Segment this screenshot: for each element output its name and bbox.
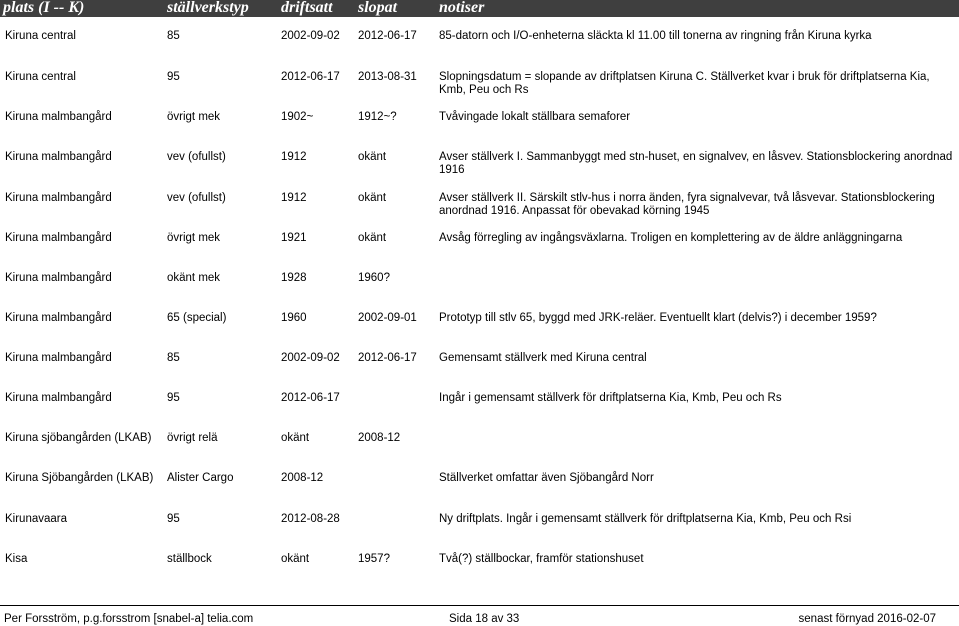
footer-author: Per Forsström, p.g.forsstrom [snabel-a] telia.com bbox=[4, 613, 254, 625]
cell-typ: övrigt relä bbox=[167, 432, 218, 444]
cell-driftsatt: 2008-12 bbox=[281, 472, 324, 484]
cell-driftsatt: 1902~ bbox=[281, 111, 314, 123]
footer-updated: senast förnyad 2016-02-07 bbox=[798, 613, 936, 625]
cell-plats: Kiruna central bbox=[5, 30, 76, 42]
cell-typ: övrigt mek bbox=[167, 232, 221, 244]
table-header bbox=[0, 0, 959, 17]
cell-driftsatt: 1921 bbox=[281, 232, 307, 244]
cell-slopat: okänt bbox=[358, 232, 387, 244]
cell-typ: 95 bbox=[167, 71, 180, 83]
cell-notiser: 85-datorn och I/O-enheterna släckta kl 11.00 till tonerna av ringning från Kiruna kyrka bbox=[439, 30, 872, 42]
cell-notiser: Avser ställverk II. Särskilt stlv-hus i norra änden, fyra signalvevar, två låsvevar. Stationsblockering anordnad 1916. Anpassat för obevakad körning 1945 bbox=[439, 192, 935, 217]
cell-typ: vev (ofullst) bbox=[167, 151, 226, 163]
cell-driftsatt: 1928 bbox=[281, 272, 307, 284]
cell-typ: 95 bbox=[167, 513, 180, 525]
cell-driftsatt: 1960 bbox=[281, 312, 307, 324]
cell-plats: Kisa bbox=[5, 553, 28, 565]
cell-typ: 95 bbox=[167, 392, 180, 404]
cell-driftsatt: 2012-06-17 bbox=[281, 71, 340, 83]
cell-typ: Alister Cargo bbox=[167, 472, 234, 484]
cell-driftsatt: 1912 bbox=[281, 151, 307, 163]
cell-plats: Kiruna malmbangård bbox=[5, 151, 112, 163]
cell-notiser: Slopningsdatum = slopande av driftplatsen Kiruna C. Ställverket kvar i bruk för driftplatserna Kia, Kmb, Peu och Rs bbox=[439, 71, 930, 96]
header-plats: plats (I -- K) bbox=[3, 0, 85, 16]
cell-slopat: 2002-09-01 bbox=[358, 312, 417, 324]
cell-driftsatt: 1912 bbox=[281, 192, 307, 204]
cell-notiser: Ny driftplats. Ingår i gemensamt ställverk för driftplatserna Kia, Kmb, Peu och Rsi bbox=[439, 513, 852, 525]
cell-plats: Kiruna malmbangård bbox=[5, 232, 112, 244]
cell-notiser: Tvåvingade lokalt ställbara semaforer bbox=[439, 111, 631, 123]
cell-notiser: Ingår i gemensamt ställverk för driftplatserna Kia, Kmb, Peu och Rs bbox=[439, 392, 782, 404]
cell-slopat: 2008-12 bbox=[358, 432, 401, 444]
cell-plats: Kiruna sjöbangården (LKAB) bbox=[5, 432, 152, 444]
cell-driftsatt: okänt bbox=[281, 432, 310, 444]
cell-notiser: Prototyp till stlv 65, byggd med JRK-reläer. Eventuellt klart (delvis?) i december 1959? bbox=[439, 312, 877, 324]
cell-notiser: Avser ställverk I. Sammanbyggt med stn-huset, en signalvev, en låsvev. Stationsblockering anordnad 1916 bbox=[439, 151, 953, 176]
cell-slopat: okänt bbox=[358, 151, 387, 163]
cell-plats: Kiruna malmbangård bbox=[5, 192, 112, 204]
cell-plats: Kiruna malmbangård bbox=[5, 111, 112, 123]
cell-typ: 85 bbox=[167, 352, 180, 364]
cell-slopat: 1960? bbox=[358, 272, 390, 284]
cell-driftsatt: 2012-06-17 bbox=[281, 392, 340, 404]
cell-slopat: 1957? bbox=[358, 553, 390, 565]
cell-plats: Kiruna malmbangård bbox=[5, 392, 112, 404]
cell-plats: Kirunavaara bbox=[5, 513, 68, 525]
cell-slopat: okänt bbox=[358, 192, 387, 204]
cell-notiser: Två(?) ställbockar, framför stationshuset bbox=[439, 553, 644, 565]
header-slopat: slopat bbox=[358, 0, 398, 16]
cell-notiser: Avsåg förregling av ingångsväxlarna. Troligen en komplettering av de äldre anläggningarna bbox=[439, 232, 903, 244]
cell-typ: vev (ofullst) bbox=[167, 192, 226, 204]
cell-notiser: Ställverket omfattar även Sjöbangård Norr bbox=[439, 472, 654, 484]
cell-slopat: 2012-06-17 bbox=[358, 30, 417, 42]
cell-plats: Kiruna malmbangård bbox=[5, 312, 112, 324]
cell-driftsatt: 2012-08-28 bbox=[281, 513, 340, 525]
cell-notiser: Gemensamt ställverk med Kiruna central bbox=[439, 352, 647, 364]
header-stallverkstyp: ställverkstyp bbox=[167, 0, 249, 16]
cell-typ: övrigt mek bbox=[167, 111, 221, 123]
cell-plats: Kiruna malmbangård bbox=[5, 352, 112, 364]
cell-slopat: 2013-08-31 bbox=[358, 71, 417, 83]
cell-typ: 65 (special) bbox=[167, 312, 227, 324]
header-driftsatt: driftsatt bbox=[281, 0, 333, 16]
footer-page-number: Sida 18 av 33 bbox=[449, 613, 520, 625]
cell-typ: okänt mek bbox=[167, 272, 221, 284]
cell-driftsatt: 2002-09-02 bbox=[281, 352, 340, 364]
cell-slopat: 2012-06-17 bbox=[358, 352, 417, 364]
cell-slopat: 1912~? bbox=[358, 111, 397, 123]
footer-rule bbox=[0, 605, 959, 606]
cell-plats: Kiruna malmbangård bbox=[5, 272, 112, 284]
header-notiser: notiser bbox=[439, 0, 485, 16]
cell-plats: Kiruna central bbox=[5, 71, 76, 83]
cell-typ: ställbock bbox=[167, 553, 212, 565]
cell-driftsatt: 2002-09-02 bbox=[281, 30, 340, 42]
page-footer bbox=[0, 613, 959, 626]
cell-driftsatt: okänt bbox=[281, 553, 310, 565]
cell-plats: Kiruna Sjöbangården (LKAB) bbox=[5, 472, 154, 484]
cell-typ: 85 bbox=[167, 30, 180, 42]
